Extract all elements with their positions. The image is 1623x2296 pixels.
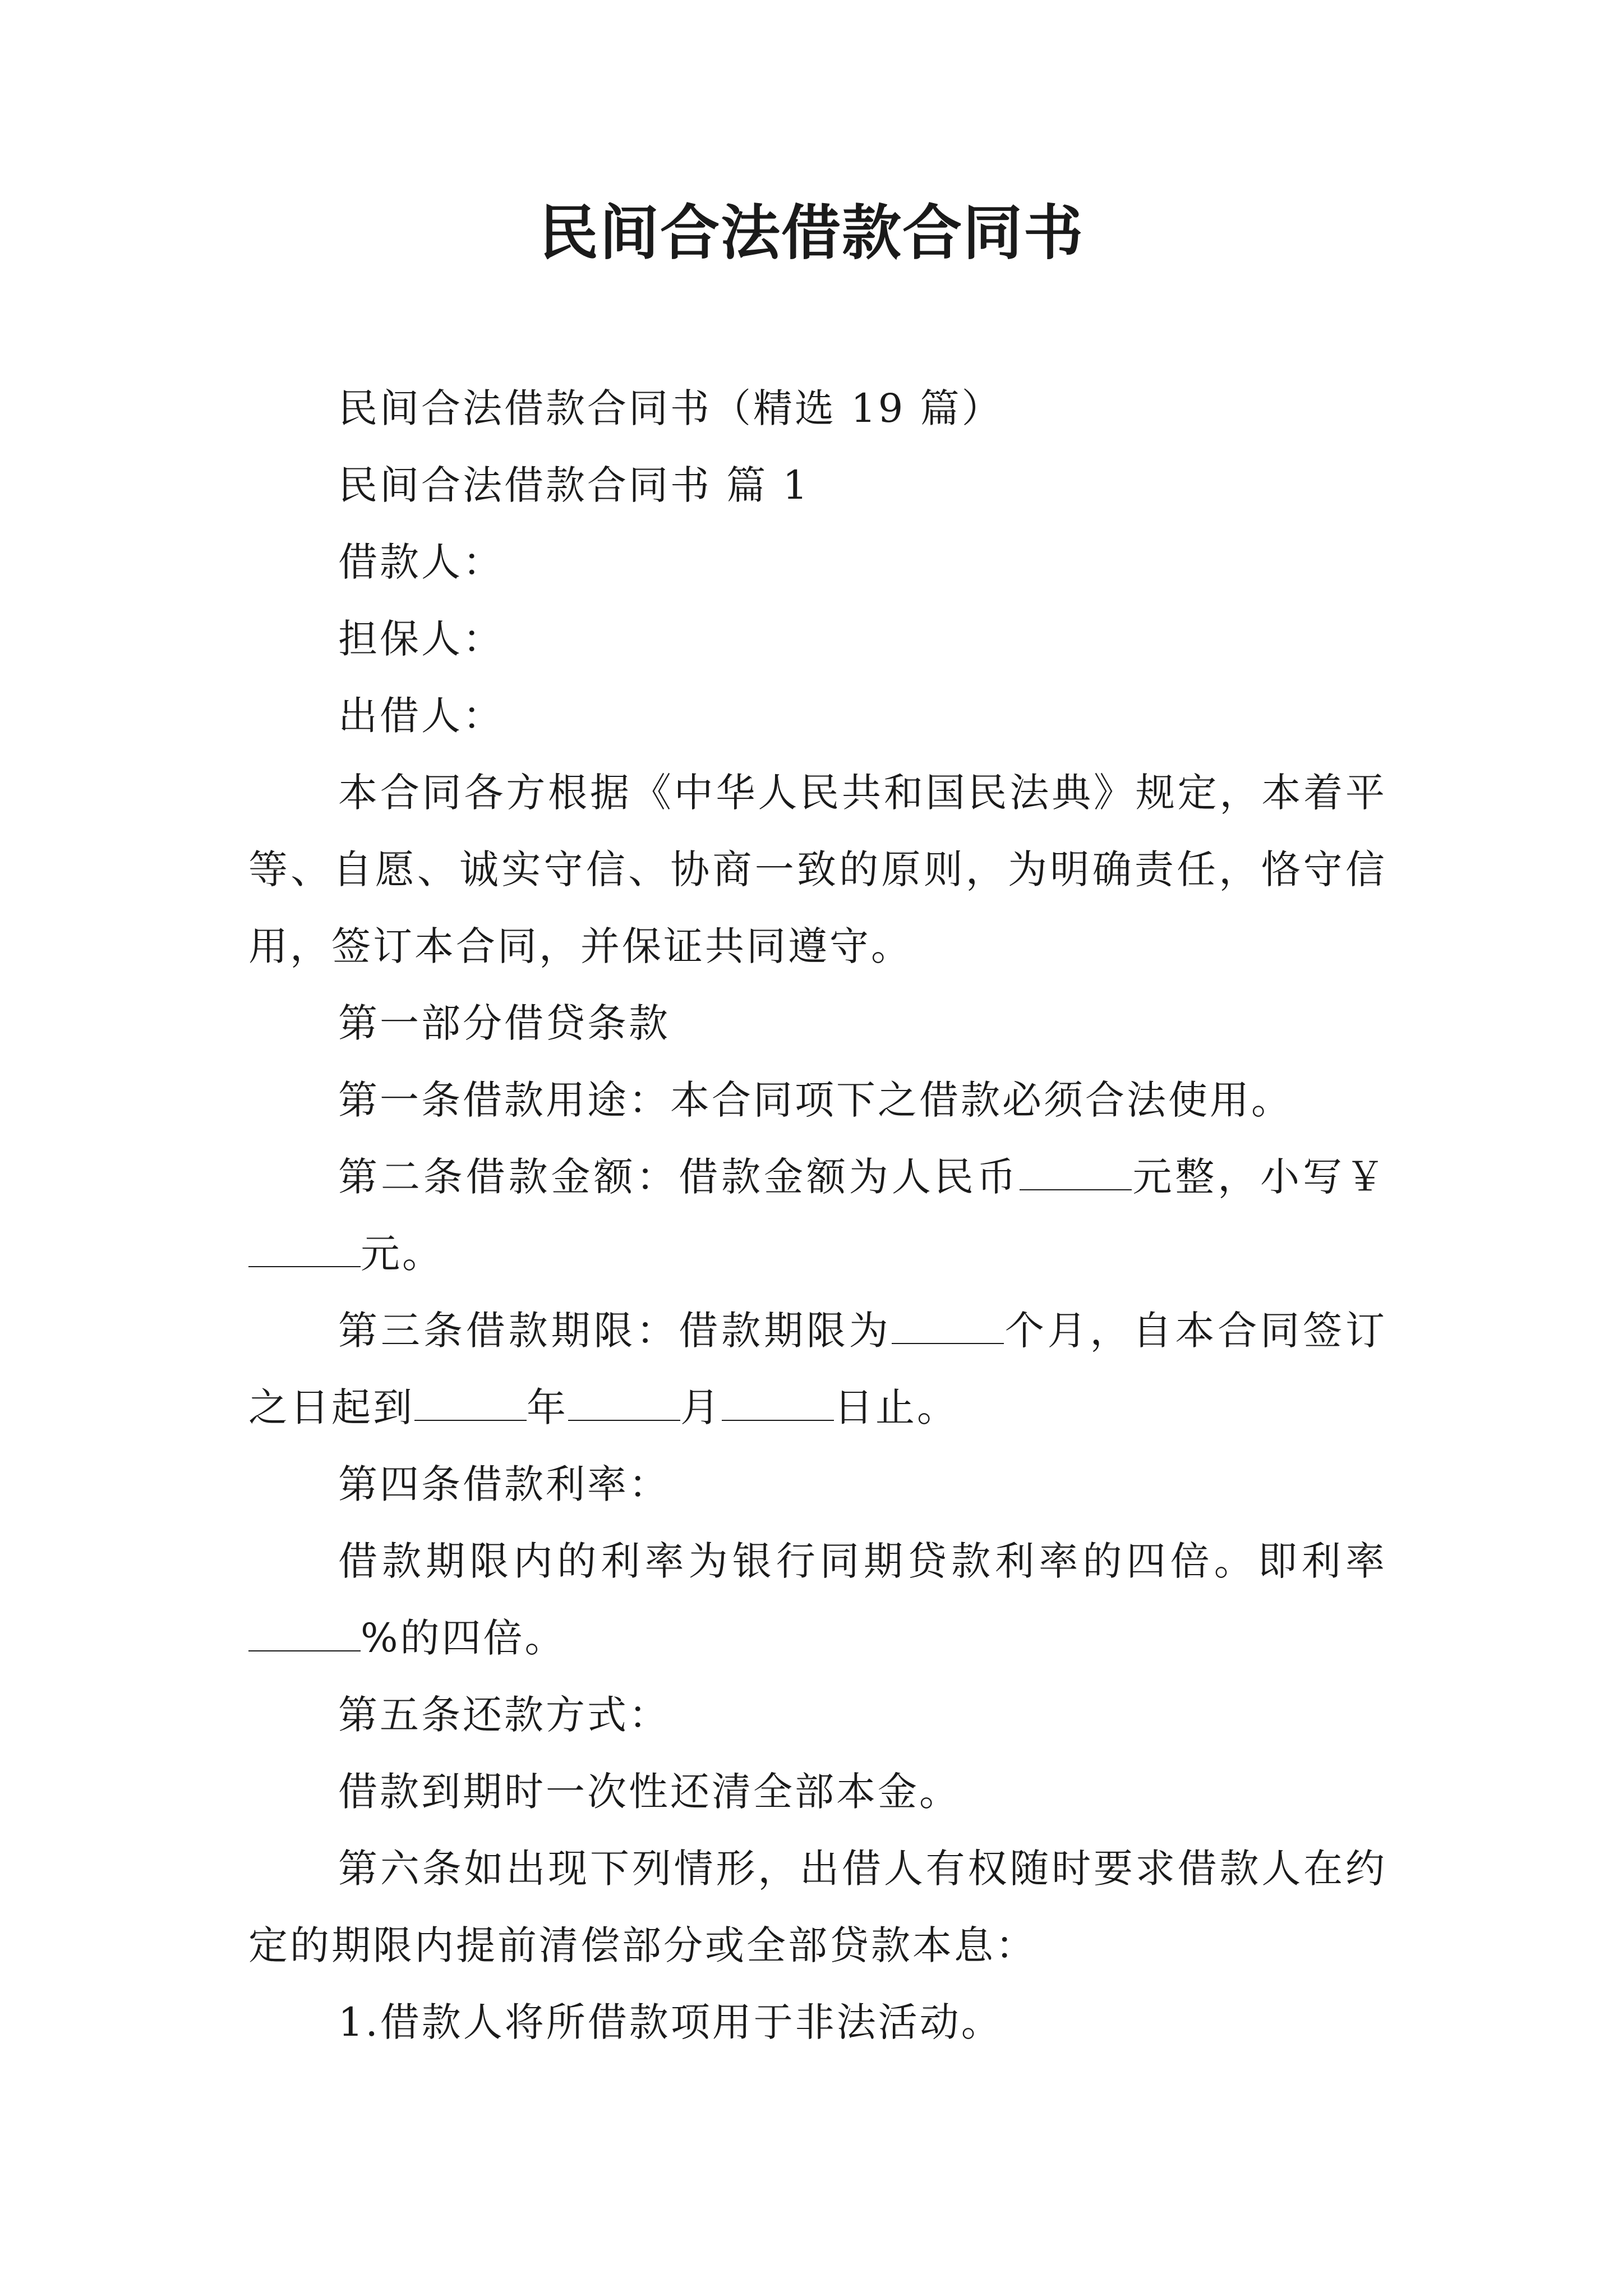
article-three-text-c: 年 <box>527 1384 568 1430</box>
article-five-body: 借款到期时一次性还清全部本金。 <box>338 1769 961 1815</box>
guarantor-line: 担保人： <box>338 616 504 662</box>
article-two-text-c: 元。 <box>361 1231 444 1277</box>
document-title: 民间合法借款合同书 <box>539 197 1084 268</box>
months-blank <box>892 1307 1004 1344</box>
amount-blank <box>1020 1153 1132 1190</box>
amount-figure-blank <box>248 1230 361 1267</box>
article-four-text-b: %的四倍。 <box>361 1615 566 1661</box>
article-three-text-d: 月 <box>680 1384 722 1430</box>
section-heading: 民间合法借款合同书 篇 1 <box>338 462 810 508</box>
article-two-text-a: 第二条借款金额：借款金额为人民币 <box>338 1154 1020 1200</box>
article-two-text-b: 元整，小写￥ <box>1131 1154 1387 1200</box>
preamble-paragraph: 本合同各方根据《中华人民共和国民法典》规定，本着平等、自愿、诚实守信、协商一致的原则，为明确责任，恪守信用，签订本合同，并保证共同遵守。 <box>248 770 1387 969</box>
borrower-line: 借款人： <box>338 539 504 585</box>
rate-blank <box>248 1614 361 1651</box>
article-six-item-1: 1.借款人将所借款项用于非法活动。 <box>338 1999 1003 2045</box>
part-one-heading: 第一部分借贷条款 <box>338 1000 670 1046</box>
article-five-heading: 第五条还款方式： <box>338 1692 670 1738</box>
article-four-text-a: 借款期限内的利率为银行同期贷款利率的四倍。即利率 <box>338 1538 1387 1584</box>
article-two <box>248 1139 1387 1292</box>
day-blank <box>722 1384 834 1421</box>
lender-line: 出借人： <box>338 693 504 739</box>
article-three-text-e: 日止。 <box>834 1384 958 1430</box>
article-one: 第一条借款用途：本合同项下之借款必须合法使用。 <box>338 1077 1293 1123</box>
article-four-heading: 第四条借款利率： <box>338 1461 670 1507</box>
month-blank <box>568 1384 680 1421</box>
article-three-text-a: 第三条借款期限：借款期限为 <box>338 1308 892 1354</box>
document-body <box>248 370 1387 2061</box>
article-four-body <box>248 1523 1387 1677</box>
article-three <box>248 1292 1387 1446</box>
article-six: 第六条如出现下列情形，出借人有权随时要求借款人在约定的期限内提前清偿部分或全部贷款本息： <box>248 1846 1387 1968</box>
year-blank <box>414 1384 527 1421</box>
article-three-text-b: 个月，自本合同签订之日起到 <box>248 1308 1387 1430</box>
subtitle-selection: 民间合法借款合同书（精选 19 篇） <box>338 385 1003 431</box>
